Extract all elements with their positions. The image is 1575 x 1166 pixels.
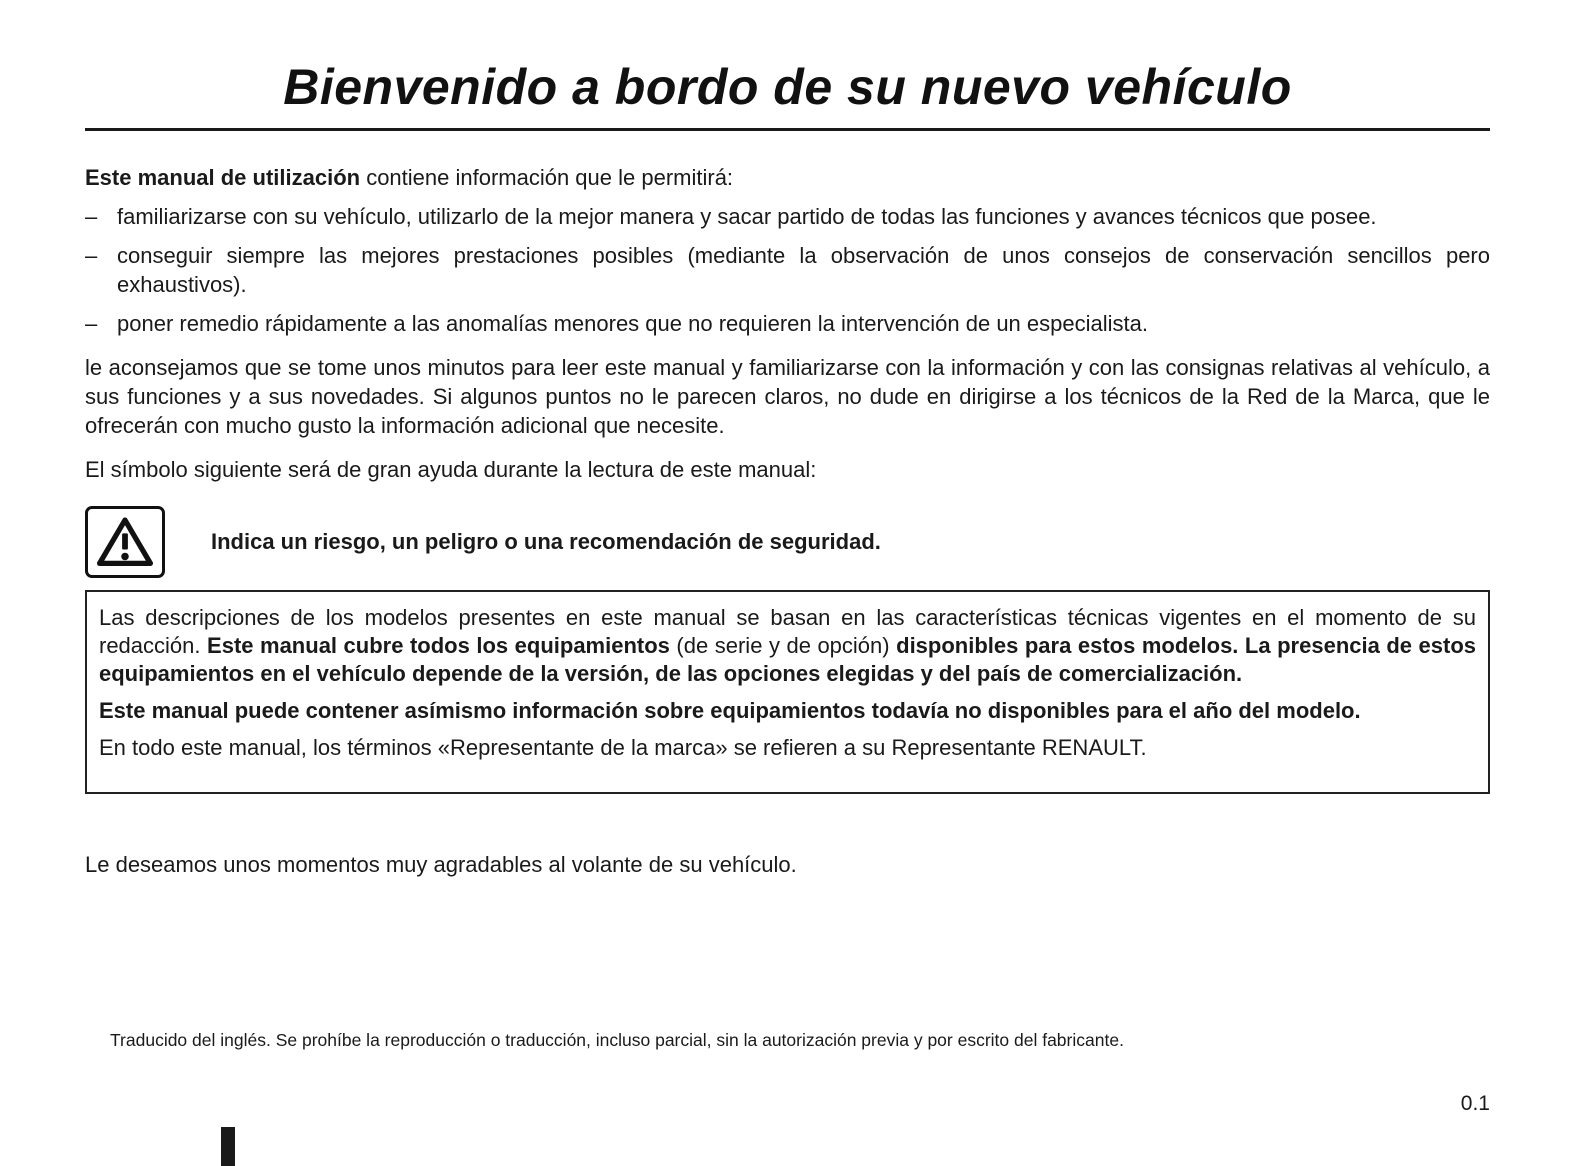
warning-triangle-icon [85,506,165,578]
list-item-text: conseguir siempre las mejores prestaciones posibles (mediante la observación de unos consejos de conservación sencillos pero exhaustivos). [117,243,1490,297]
intro-lead-bold: Este manual de utilización [85,165,361,190]
dash-bullet: – [85,204,98,229]
dash-bullet: – [85,311,98,336]
list-item [85,241,1490,299]
title-divider [85,128,1490,131]
advice-paragraph: le aconsejamos que se tome unos minutos para leer este manual y familiarizarse con la información y con las consignas relativas al vehículo, a sus funciones y a sus novedades. Si algunos puntos no le parecen claros, no dude en dirigirse a los técnicos de la Red de la Marca, que le ofrecerán con mucho gusto la información adicional que necesite. [85,355,1490,438]
notice-paragraph-1 [99,604,1476,688]
symbol-intro-paragraph: El símbolo siguiente será de gran ayuda durante la lectura de este manual: [85,457,817,482]
page-title: Bienvenido a bordo de su nuevo vehículo [283,59,1292,115]
notice-paragraph-2: Este manual puede contener asímismo información sobre equipamientos todavía no disponibles para el año del modelo. [99,698,1361,723]
list-item [85,309,1490,338]
warning-text: Indica un riesgo, un peligro o una recomendación de seguridad. [211,529,881,554]
closing-text: Le deseamos unos momentos muy agradables al volante de su vehículo. [85,852,797,877]
list-item-text: familiarizarse con su vehículo, utilizarlo de la mejor manera y sacar partido de todas las funciones y avances técnicos que posee. [117,204,1377,229]
dash-bullet: – [85,243,98,268]
notice-p1-bold-1: Este manual cubre todos los equipamientos [207,633,670,658]
intro-lead [85,163,1490,192]
translation-note: Traducido del inglés. Se prohíbe la reproducción o traducción, incluso parcial, sin la autorización previa y por escrito del fabricante. [110,1030,1124,1050]
notice-paragraph-3: En todo este manual, los términos «Representante de la marca» se refieren a su Representante RENAULT. [99,735,1147,760]
intro-lead-rest: contiene información que le permitirá: [360,165,734,190]
notice-p1-regular-2: (de serie y de opción) [669,633,897,658]
notice-p1-regular-1: Las descripciones de los modelos presentes en este manual se basan en las características técnicas vigentes en el momento de su redacción. [99,605,1476,658]
list-item-text: poner remedio rápidamente a las anomalías menores que no requieren la intervención de un especialista. [117,311,1148,336]
page-number: 0.1 [1460,1092,1490,1115]
feature-list [85,202,1490,338]
list-item [85,202,1490,231]
notice-p1-bold-2: disponibles para estos modelos. La presencia de estos equipamientos en el vehículo depende de la versión, de las opciones elegidas y del país de comercialización. [99,633,1477,686]
print-tab-mark [221,1127,235,1166]
warning-callout [85,506,1490,578]
notice-box [85,590,1490,794]
